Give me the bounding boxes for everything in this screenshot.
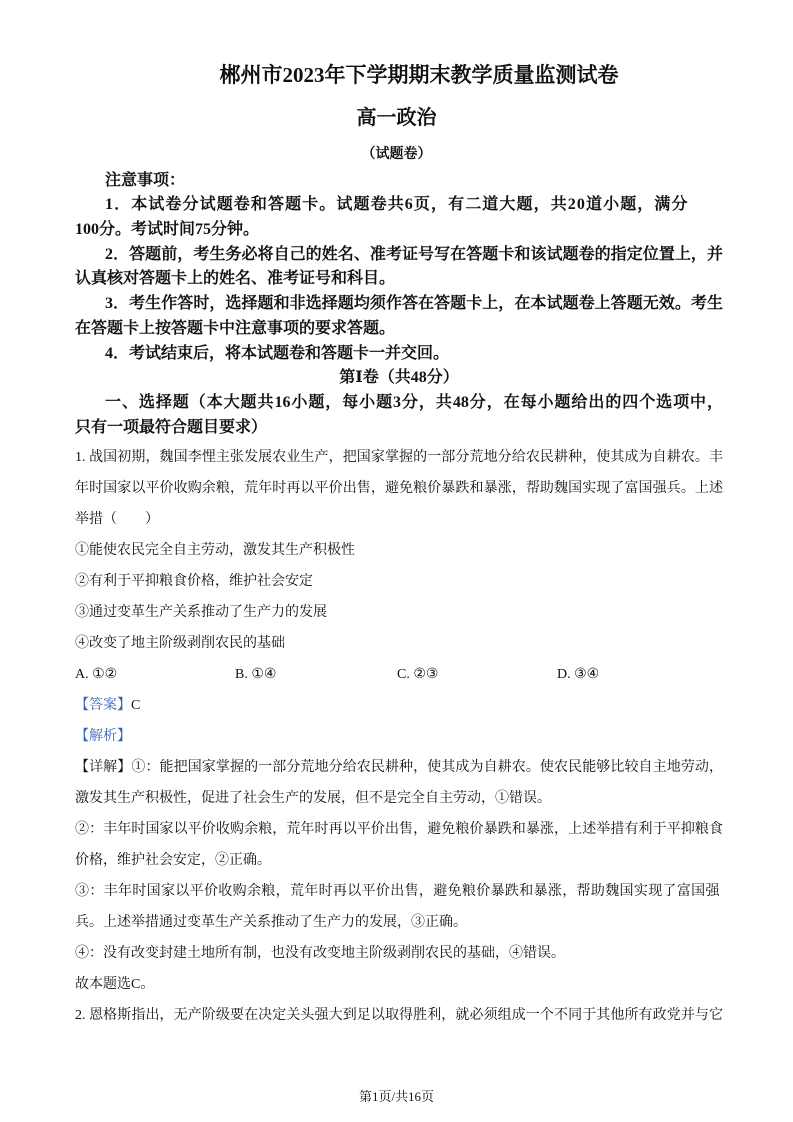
answer-line [75,690,723,721]
option-a: A. ①② [75,666,118,682]
option-b: B. ①④ [235,666,277,682]
analysis-tag: 【解析】 [75,728,131,744]
option-d: D. ③④ [557,666,600,682]
answer-tag: 【答案】 [75,697,131,713]
notice-heading: 注意事项： [105,171,186,189]
options-row [75,659,723,690]
questions-block [75,442,723,1031]
explanation-line: 价格，维护社会安定，②正确。 [75,852,271,868]
volume-label: （试题卷） [361,147,432,162]
statement-item: ①能使农民完全自主劳动，激发其生产积极性 [75,542,355,558]
question-stem-line: 1. 战国初期，魏国李悝主张发展农业生产，把国家掌握的一部分荒地分给农民耕种，使其成为自耕农。丰 [75,449,723,465]
page-number: 第1页/共16页 [358,1089,435,1104]
explanation-tag: 【详解】 [75,759,132,775]
section-heading-line: 一、选择题（本大题共16小题，每小题3分，共48分，在每小题给出的四个选项中， [105,393,723,411]
section-heading-line: 只有一项最符合题目要求） [75,418,268,436]
exam-title: 郴州市2023年下学期期末教学质量监测试卷 [219,63,619,87]
notice-line: 3．考生作答时，选择题和非选择题均须作答在答题卡上，在本试题卷上答题无效。考生 [105,295,723,313]
statement-item: ②有利于平抑粮食价格，维护社会安定 [75,573,313,589]
explanation-line [75,752,723,783]
explanation-line: ②：丰年时国家以平价收购余粮，荒年时再以平价出售，避免粮价暴跌和暴涨，上述举措有利于平抑粮食 [75,821,723,837]
answer-value: C [131,697,141,713]
explanation-line: ③：丰年时国家以平价收购余粮，荒年时再以平价出售，避免粮价暴跌和暴涨，帮助魏国实现了富国强 [75,883,720,899]
statement-item: ③通过变革生产关系推动了生产力的发展 [75,604,327,620]
analysis-line [75,721,723,752]
notice-block [75,169,723,441]
explanation-line: 激发其生产积极性，促进了社会生产的发展，但不是完全自主劳动，①错误。 [75,790,551,806]
explanation-line: ④：没有改变封建土地所有制，也没有改变地主阶级剥削农民的基础，④错误。 [75,945,565,961]
question-stem-line: 2. 恩格斯指出，无产阶级要在决定关头强大到足以取得胜利，就必须组成一个不同于其他所有政党并与它 [75,1007,723,1023]
notice-line: 在答题卡上按答题卡中注意事项的要求答题。 [75,319,396,337]
statement-item: ④改变了地主阶级剥削农民的基础 [75,635,285,651]
part-title: 第Ⅰ卷（共48分） [339,369,459,387]
notice-line: 2．答题前，考生务必将自己的姓名、准考证号写在答题卡和该试题卷的指定位置上，并 [105,245,723,263]
notice-line: 100分。考试时间75分钟。 [75,221,260,238]
notice-line: 认真核对答题卡上的姓名、准考证号和科目。 [75,270,396,288]
question-stem-line: 举措（ ） [75,511,159,527]
explanation-line: 兵。上述举措通过变革生产关系推动了生产力的发展，③正确。 [75,914,467,930]
option-c: C. ②③ [397,666,439,682]
explanation-text: ①：能把国家掌握的一部分荒地分给农民耕种，使其成为自耕农。使农民能够比较自主地劳动， [131,759,724,775]
subject-title: 高一政治 [356,107,437,129]
conclusion-line: 故本题选C。 [75,976,155,992]
notice-line: 1．本试卷分试题卷和答题卡。试题卷共6页，有二道大题，共20道小题，满分 [105,196,689,214]
notice-line: 4．考试结束后，将本试题卷和答题卡一并交回。 [105,344,450,362]
question-stem-line: 年时国家以平价收购余粮，荒年时再以平价出售，避免粮价暴跌和暴涨，帮助魏国实现了富国强兵。上述 [75,480,723,496]
